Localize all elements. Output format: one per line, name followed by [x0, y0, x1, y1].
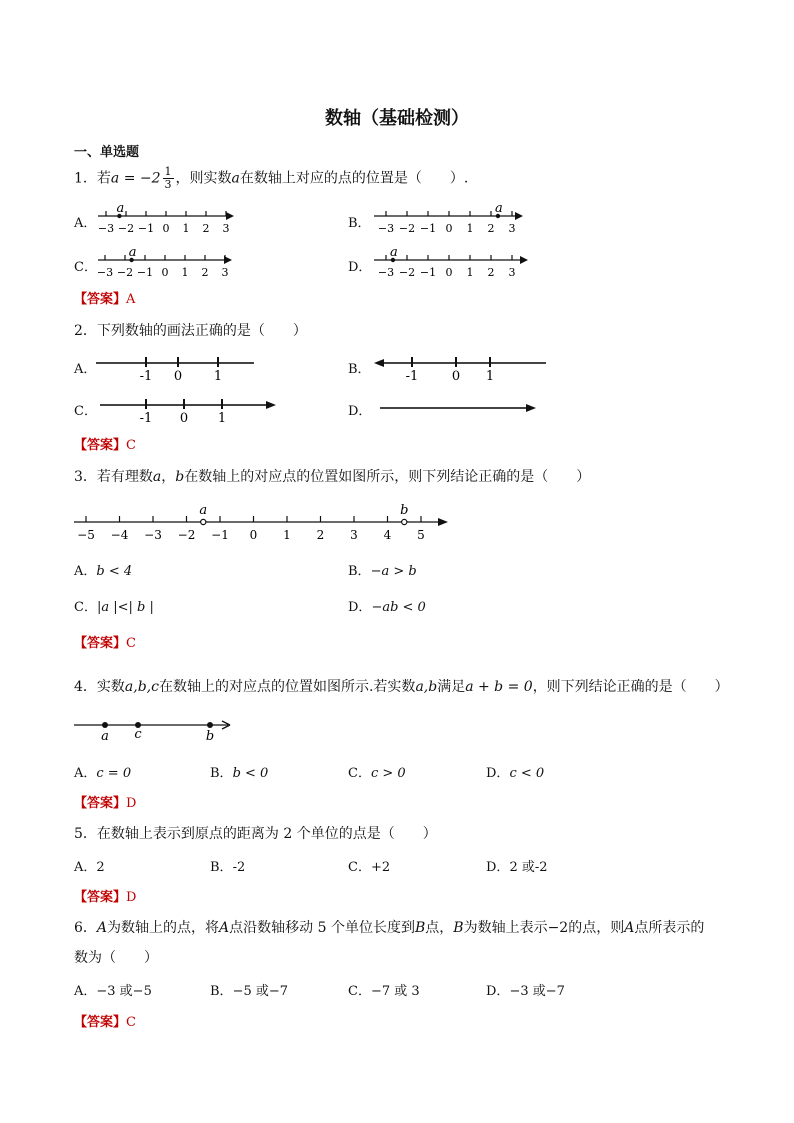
- q6-option-b: [210, 980, 288, 999]
- q3-tick-label: 5: [417, 528, 425, 542]
- q3-tick-label: 3: [350, 528, 358, 542]
- q1-answer-value: A: [126, 292, 136, 307]
- q1-tick-label: −2: [398, 266, 416, 279]
- q3-var-b: b: [175, 469, 185, 485]
- q3-answer-value: C: [126, 636, 136, 651]
- q3-point-a: [201, 519, 206, 524]
- q2-axis-c: [98, 396, 280, 428]
- q1-tick-label: 3: [222, 222, 230, 235]
- q4-label-a: a: [101, 729, 109, 744]
- q1-option-a-label: A．: [74, 216, 97, 231]
- q1-var: a: [231, 170, 240, 187]
- q5-option-c-label: C．: [348, 860, 371, 875]
- question-2: 2．下列数轴的画法正确的是（ ）: [74, 323, 307, 339]
- q1-fraction: [163, 166, 174, 191]
- q3-option-b-label: B．: [348, 564, 371, 579]
- q3-text-b: 在数轴上的对应点的位置如图所示，则下列结论正确的是（ ）: [184, 469, 591, 485]
- q6-var-a-2: A: [219, 920, 230, 936]
- q6-answer-value: C: [126, 1015, 136, 1030]
- q4-option-c-expr: c > 0: [370, 766, 406, 781]
- q4-option-d-label: D．: [486, 766, 510, 781]
- q4-text-d: ，则下列结论正确的是（ ）: [532, 679, 729, 695]
- q6-option-c: [348, 980, 420, 999]
- q1-axis-a: [96, 202, 246, 236]
- q4-option-d-expr: c < 0: [509, 766, 545, 781]
- q4-answer-value: D: [126, 796, 137, 811]
- q5-option-d-expr: 2 或-2: [509, 860, 548, 875]
- q2c-tick-neg1: -1: [139, 411, 153, 426]
- q3-tick-label: −1: [211, 528, 229, 542]
- q2b-tick-0: 0: [451, 369, 461, 384]
- q1-tick-label: 1: [182, 222, 190, 235]
- q3-tick-label: 2: [316, 528, 325, 542]
- question-5: 5．在数轴上表示到原点的距离为 2 个单位的点是（ ）: [74, 826, 437, 842]
- q6-text-d: 点，: [425, 920, 454, 936]
- q4-option-c-label: C．: [348, 766, 371, 781]
- q5-option-a: [74, 856, 105, 875]
- q3-var-a: a: [152, 469, 162, 485]
- q6-option-a-label: A．: [74, 984, 97, 999]
- q2-answer-value: C: [126, 438, 136, 453]
- q3-option-a: [74, 560, 132, 579]
- q2-axis-b: [372, 354, 550, 386]
- q6-answer: [74, 1011, 136, 1030]
- question-3: [74, 466, 590, 486]
- answer-label: 【答案】: [74, 292, 127, 307]
- q4-option-b: [210, 762, 268, 781]
- q1-suffix2: 在数轴上对应的点的位置是（ ）.: [239, 170, 469, 187]
- q1-tick-label: −2: [116, 266, 134, 279]
- q5-option-a-label: A．: [74, 860, 97, 875]
- q3-tick-label: 0: [249, 528, 258, 542]
- q1-axis-d: [372, 246, 532, 280]
- answer-label: 【答案】: [74, 438, 127, 453]
- q2a-tick-neg1: -1: [139, 369, 153, 384]
- q6-num: 6．: [74, 920, 97, 936]
- q6-var-b: B: [414, 920, 426, 936]
- q1-tick-label: −3: [377, 222, 395, 235]
- question-6-line-1: [74, 917, 704, 937]
- q2c-tick-0: 0: [179, 411, 189, 426]
- question-6-line-2: 数为（ ）: [74, 950, 158, 966]
- q6-var-a-3: A: [624, 920, 635, 936]
- q3-comma: ，: [161, 469, 176, 485]
- q3-point-b: [402, 519, 407, 524]
- question-1: [74, 166, 468, 191]
- q1-tick-label: −3: [377, 266, 395, 279]
- q3-option-d-label: D．: [348, 600, 372, 615]
- q1-tick-label: 2: [201, 266, 209, 279]
- q3-option-c: [74, 596, 154, 615]
- q3-option-b: [348, 560, 417, 579]
- q1-tick-label: −3: [97, 222, 115, 235]
- q4-option-c: [348, 762, 406, 781]
- q4-vars: a,b,c: [124, 679, 159, 695]
- q4-number-line: [72, 716, 242, 744]
- q6-text-b: 为数轴上的点，将: [107, 920, 220, 936]
- q5-option-c-expr: +2: [370, 860, 391, 875]
- q1-tick-label: 2: [202, 222, 210, 235]
- q3-text-a: 3．若有理数: [74, 469, 153, 485]
- q1-answer: [74, 288, 135, 307]
- q1-tick-label: −3: [96, 266, 114, 279]
- q4-text-b: 在数轴上的对应点的位置如图所示.若实数: [158, 679, 416, 695]
- answer-label: 【答案】: [74, 1015, 127, 1030]
- q1-point-label: a: [128, 246, 137, 260]
- q3-tick-label: 1: [283, 528, 291, 542]
- q2-option-a-label: A．: [74, 362, 97, 377]
- q1-suffix: ，则实数: [175, 170, 232, 187]
- question-4: [74, 676, 729, 696]
- q3-tick-label: 4: [383, 528, 392, 542]
- q3-option-d-expr: −ab < 0: [371, 600, 426, 615]
- q5-option-a-expr: 2: [96, 860, 105, 875]
- answer-label: 【答案】: [74, 890, 127, 905]
- q4-label-b: b: [205, 729, 215, 744]
- section-heading: 一、单选题: [74, 145, 140, 160]
- q1-tick-label: 1: [466, 266, 474, 279]
- q3-option-a-expr: b < 4: [96, 564, 133, 579]
- q1-option-c-label: C．: [74, 260, 97, 275]
- answer-label: 【答案】: [74, 796, 127, 811]
- q1-option-b-label: B．: [348, 216, 371, 231]
- q5-option-b-label: B．: [210, 860, 233, 875]
- q5-answer: [74, 886, 136, 905]
- q1-frac-den: 3: [164, 178, 172, 191]
- q1-point-label: a: [495, 202, 503, 216]
- q1-tick-label: 0: [445, 222, 453, 235]
- q4-option-b-expr: b < 0: [232, 766, 269, 781]
- q3-option-a-label: A．: [74, 564, 97, 579]
- answer-label: 【答案】: [74, 636, 127, 651]
- q1-tick-label: 0: [162, 222, 170, 235]
- q1-axis-c: [96, 246, 246, 280]
- q4-condition: a + b = 0: [465, 679, 533, 695]
- q6-option-c-label: C．: [348, 984, 371, 999]
- q1-tick-label: 1: [181, 266, 189, 279]
- q1-tick-label: 3: [221, 266, 229, 279]
- q3-tick-label: −5: [77, 528, 95, 542]
- q2b-tick-1: 1: [485, 369, 495, 384]
- q6-text-f: 点所表示的: [634, 920, 705, 936]
- q3-answer: [74, 632, 136, 651]
- q4-option-a-label: A．: [74, 766, 97, 781]
- q4-point-b: [207, 722, 213, 728]
- q4-option-a-expr: c = 0: [96, 766, 132, 781]
- q6-option-d: [486, 980, 565, 999]
- q4-answer: [74, 792, 136, 811]
- q6-text-e: 为数轴上表示−2的点，则: [463, 920, 625, 936]
- q4-point-a: [102, 722, 108, 728]
- q1-point-label: a: [116, 202, 125, 216]
- q3-number-line: [72, 498, 452, 544]
- q6-option-b-expr: −5 或−7: [232, 984, 289, 999]
- q1-tick-label: −1: [136, 266, 154, 279]
- q4-option-d: [486, 762, 544, 781]
- q6-var-b-2: B: [453, 920, 464, 936]
- q1-tick-label: −1: [137, 222, 155, 235]
- q6-option-a-expr: −3 或−5: [96, 984, 152, 999]
- q5-option-d: [486, 856, 548, 875]
- q1-tick-label: 0: [161, 266, 169, 279]
- q2-answer: [74, 434, 136, 453]
- q1-math: a = −2: [110, 170, 161, 187]
- q1-tick-label: 2: [487, 222, 495, 235]
- q4-label-c: c: [134, 727, 142, 742]
- q2b-tick-neg1: -1: [405, 369, 419, 384]
- q1-prefix: 1．若: [74, 170, 111, 187]
- q6-option-c-expr: −7 或 3: [370, 984, 420, 999]
- q4-text-a: 4．实数: [74, 679, 125, 695]
- q2a-tick-0: 0: [173, 369, 183, 384]
- q1-tick-label: 3: [508, 266, 516, 279]
- q6-var-a: A: [96, 920, 108, 936]
- q2-option-b-label: B．: [348, 362, 371, 377]
- q2-axis-d: [378, 400, 540, 416]
- q6-option-a: [74, 980, 152, 999]
- q1-tick-label: −1: [419, 266, 437, 279]
- q2a-tick-1: 1: [213, 369, 223, 384]
- q6-option-d-label: D．: [486, 984, 510, 999]
- q6-option-d-expr: −3 或−7: [509, 984, 565, 999]
- q1-tick-label: −2: [398, 222, 416, 235]
- q5-answer-value: D: [126, 890, 137, 905]
- q3-option-c-label: C．: [74, 600, 97, 615]
- q1-option-d-label: D．: [348, 260, 372, 275]
- q2-option-d-label: D．: [348, 404, 372, 419]
- q3-tick-label: −2: [177, 528, 196, 542]
- q5-option-d-label: D．: [486, 860, 510, 875]
- q3-tick-label: −4: [110, 528, 129, 542]
- q1-point-label: a: [390, 246, 398, 260]
- q5-option-c: [348, 856, 390, 875]
- q4-vars2: a,b: [415, 679, 438, 695]
- q1-tick-label: 0: [445, 266, 453, 279]
- q5-option-b: [210, 856, 245, 875]
- q2-option-c-label: C．: [74, 404, 97, 419]
- q4-text-c: 满足: [437, 679, 466, 695]
- q3-option-d: [348, 596, 426, 615]
- q3-label-a: a: [199, 503, 208, 518]
- q4-option-a: [74, 762, 131, 781]
- q1-tick-label: −1: [419, 222, 437, 235]
- q6-option-b-label: B．: [210, 984, 233, 999]
- q1-tick-label: 2: [487, 266, 495, 279]
- q1-tick-label: 1: [466, 222, 474, 235]
- q6-text-c: 点沿数轴移动 5 个单位长度到: [229, 920, 415, 936]
- q3-tick-label: −3: [144, 528, 162, 542]
- q4-option-b-label: B．: [210, 766, 233, 781]
- page-title: 数轴（基础检测）: [325, 108, 469, 129]
- q1-frac-num: 1: [164, 165, 172, 178]
- q5-option-b-expr: -2: [232, 860, 246, 875]
- q2c-tick-1: 1: [217, 411, 227, 426]
- q3-option-b-expr: −a > b: [370, 564, 417, 579]
- q1-axis-b: [372, 202, 532, 236]
- q1-tick-label: −2: [117, 222, 135, 235]
- q3-label-b: b: [400, 503, 409, 518]
- q1-tick-label: 3: [508, 222, 516, 235]
- q3-option-c-expr: |a |<| b |: [96, 600, 154, 615]
- q2-axis-a: [94, 354, 260, 386]
